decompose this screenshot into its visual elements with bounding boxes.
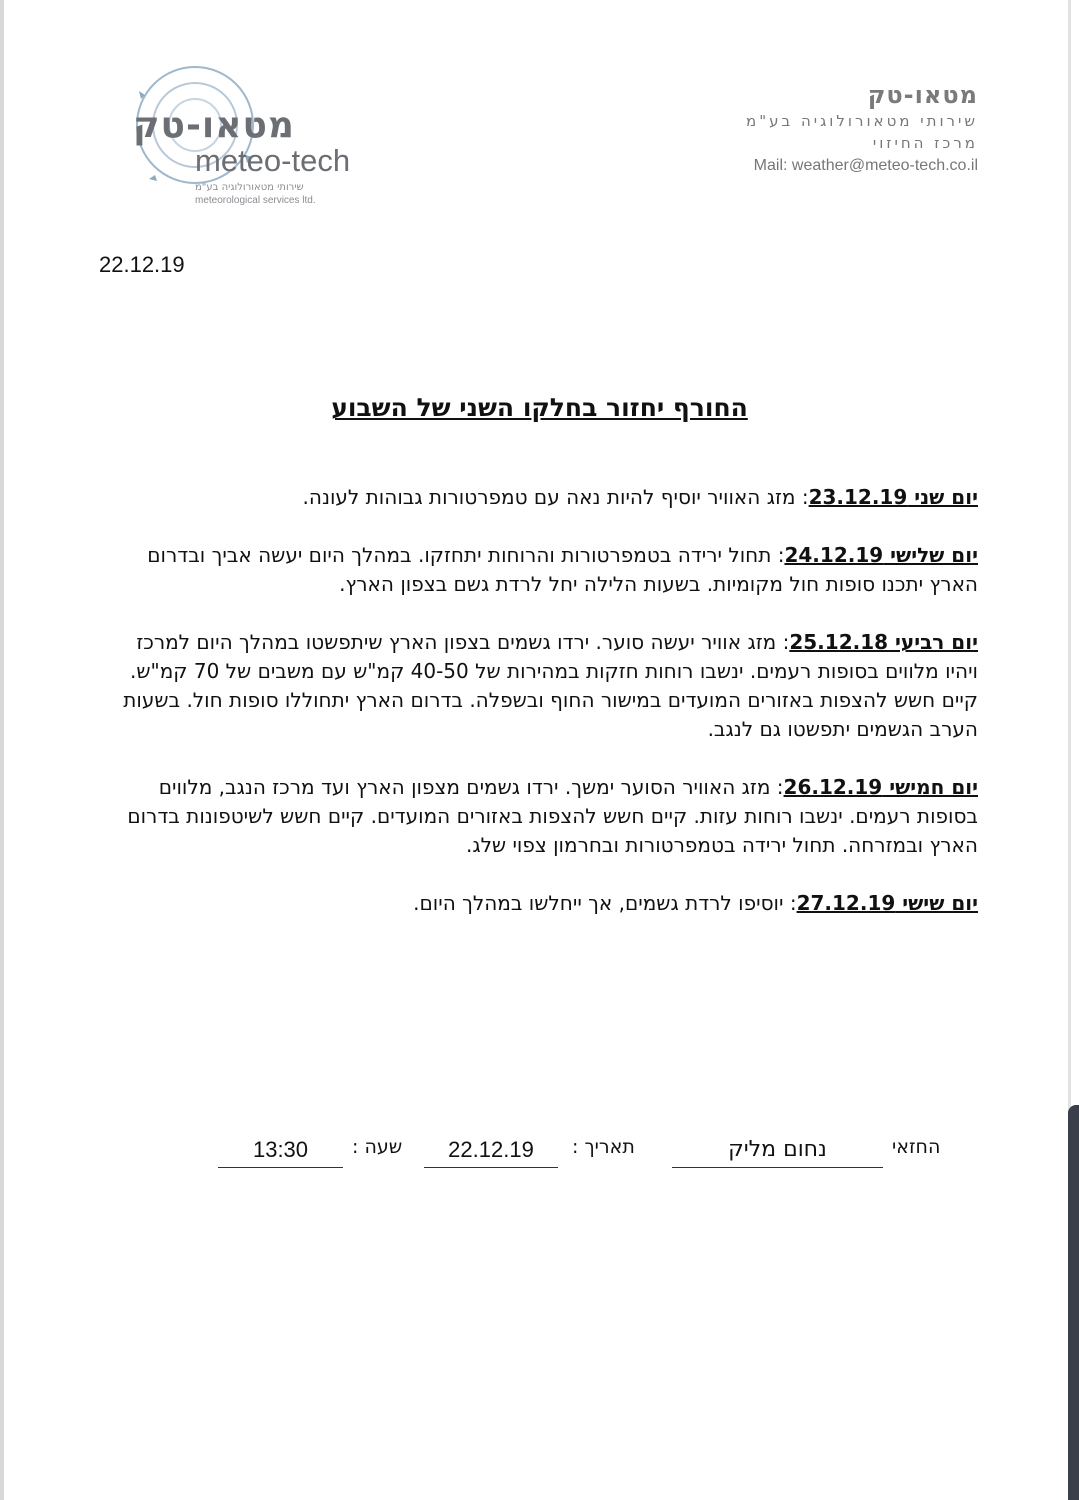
signature-time: 13:30 — [218, 1133, 343, 1168]
forecast-paragraph — [100, 541, 978, 599]
side-panel-tab[interactable] — [1068, 1105, 1079, 1500]
forecast-text: תחול ירידה בטמפרטורות והרוחות יתחזקו. במהלך היום יעשה אביך ובדרום הארץ יתכנו סופות חול מקומיות. בשעות הלילה יחל לרדת גשם בצפון הארץ. — [147, 543, 978, 596]
letterhead-line1: שירותי מטאורולוגיה בע"מ — [746, 112, 978, 130]
date-label: תאריך : — [572, 1136, 635, 1158]
page-border-left — [0, 0, 4, 1500]
day-separator: : — [776, 775, 784, 799]
day-heading: יום שלישי 24.12.19 — [784, 543, 978, 567]
document-title: החורף יחזור בחלקו השני של השבוע — [331, 393, 748, 422]
company-logo — [115, 65, 405, 210]
document-date: 22.12.19 — [99, 252, 185, 277]
forecast-paragraph — [100, 889, 978, 918]
time-label: שעה : — [352, 1136, 403, 1158]
forecast-text: מזג האוויר הסוער ימשך. ירדו גשמים מצפון הארץ ועד מרכז הנגב, מלווים בסופות רעמים. ינשבו רוחות עזות. קיים חשש להצפות באזורים המועדים. קיים חשש לשיטפונות בדרום הארץ ובמזרחה. תחול ירידה בטמפרטורות ובחרמון צפוי שלג. — [127, 775, 978, 857]
logo-hebrew-text: מטאו-טק — [133, 105, 295, 146]
forecast-text: מזג אוויר יעשה סוער. ירדו גשמים בצפון הארץ שיתפשטו במהלך היום למרכז ויהיו מלווים בסופות רעמים. ינשבו רוחות חזקות במהירות של 40-50 קמ"ש עם משבים של 70 קמ"ש. קיים חשש להצפות באזורים המועדים במישור החוף ובשפלה. בדרום הארץ יתחוללו סופות חול. בשעות הערב הגשמים יתפשטו גם לנגב. — [123, 630, 978, 741]
signature-date: 22.12.19 — [424, 1133, 558, 1168]
day-heading: יום חמישי 26.12.19 — [783, 775, 978, 799]
day-heading: יום שישי 27.12.19 — [796, 891, 978, 915]
forecast-paragraph — [100, 773, 978, 860]
forecast-paragraph — [100, 628, 978, 744]
forecast-body — [100, 483, 978, 947]
letterhead-company-name: מטאו-טק — [867, 81, 978, 109]
day-separator: : — [789, 891, 797, 915]
logo-english-subtitle: meteorological services ltd. — [195, 195, 316, 206]
letterhead-mail: Mail: weather@meteo-tech.co.il — [753, 157, 978, 174]
day-heading: יום שני 23.12.19 — [808, 485, 978, 509]
logo-english-text: meteo-tech — [195, 143, 351, 178]
day-separator: : — [801, 485, 809, 509]
letterhead-line2: מרכז החיזוי — [872, 134, 978, 152]
forecaster-name: נחום מליק — [672, 1133, 883, 1168]
forecast-text: מזג האוויר יוסיף להיות נאה עם טמפרטורות גבוהות לעונה. — [302, 485, 802, 509]
day-heading: יום רביעי 25.12.18 — [789, 630, 978, 654]
forecast-paragraph — [100, 483, 978, 512]
forecaster-label: החזאי — [892, 1136, 941, 1158]
forecast-text: יוסיפו לרדת גשמים, אך ייחלשו במהלך היום. — [413, 891, 790, 915]
letterhead — [746, 80, 978, 178]
day-separator: : — [777, 543, 785, 567]
logo-hebrew-subtitle: שירותי מטאורולוגיה בע"מ — [195, 182, 304, 193]
day-separator: : — [782, 630, 790, 654]
